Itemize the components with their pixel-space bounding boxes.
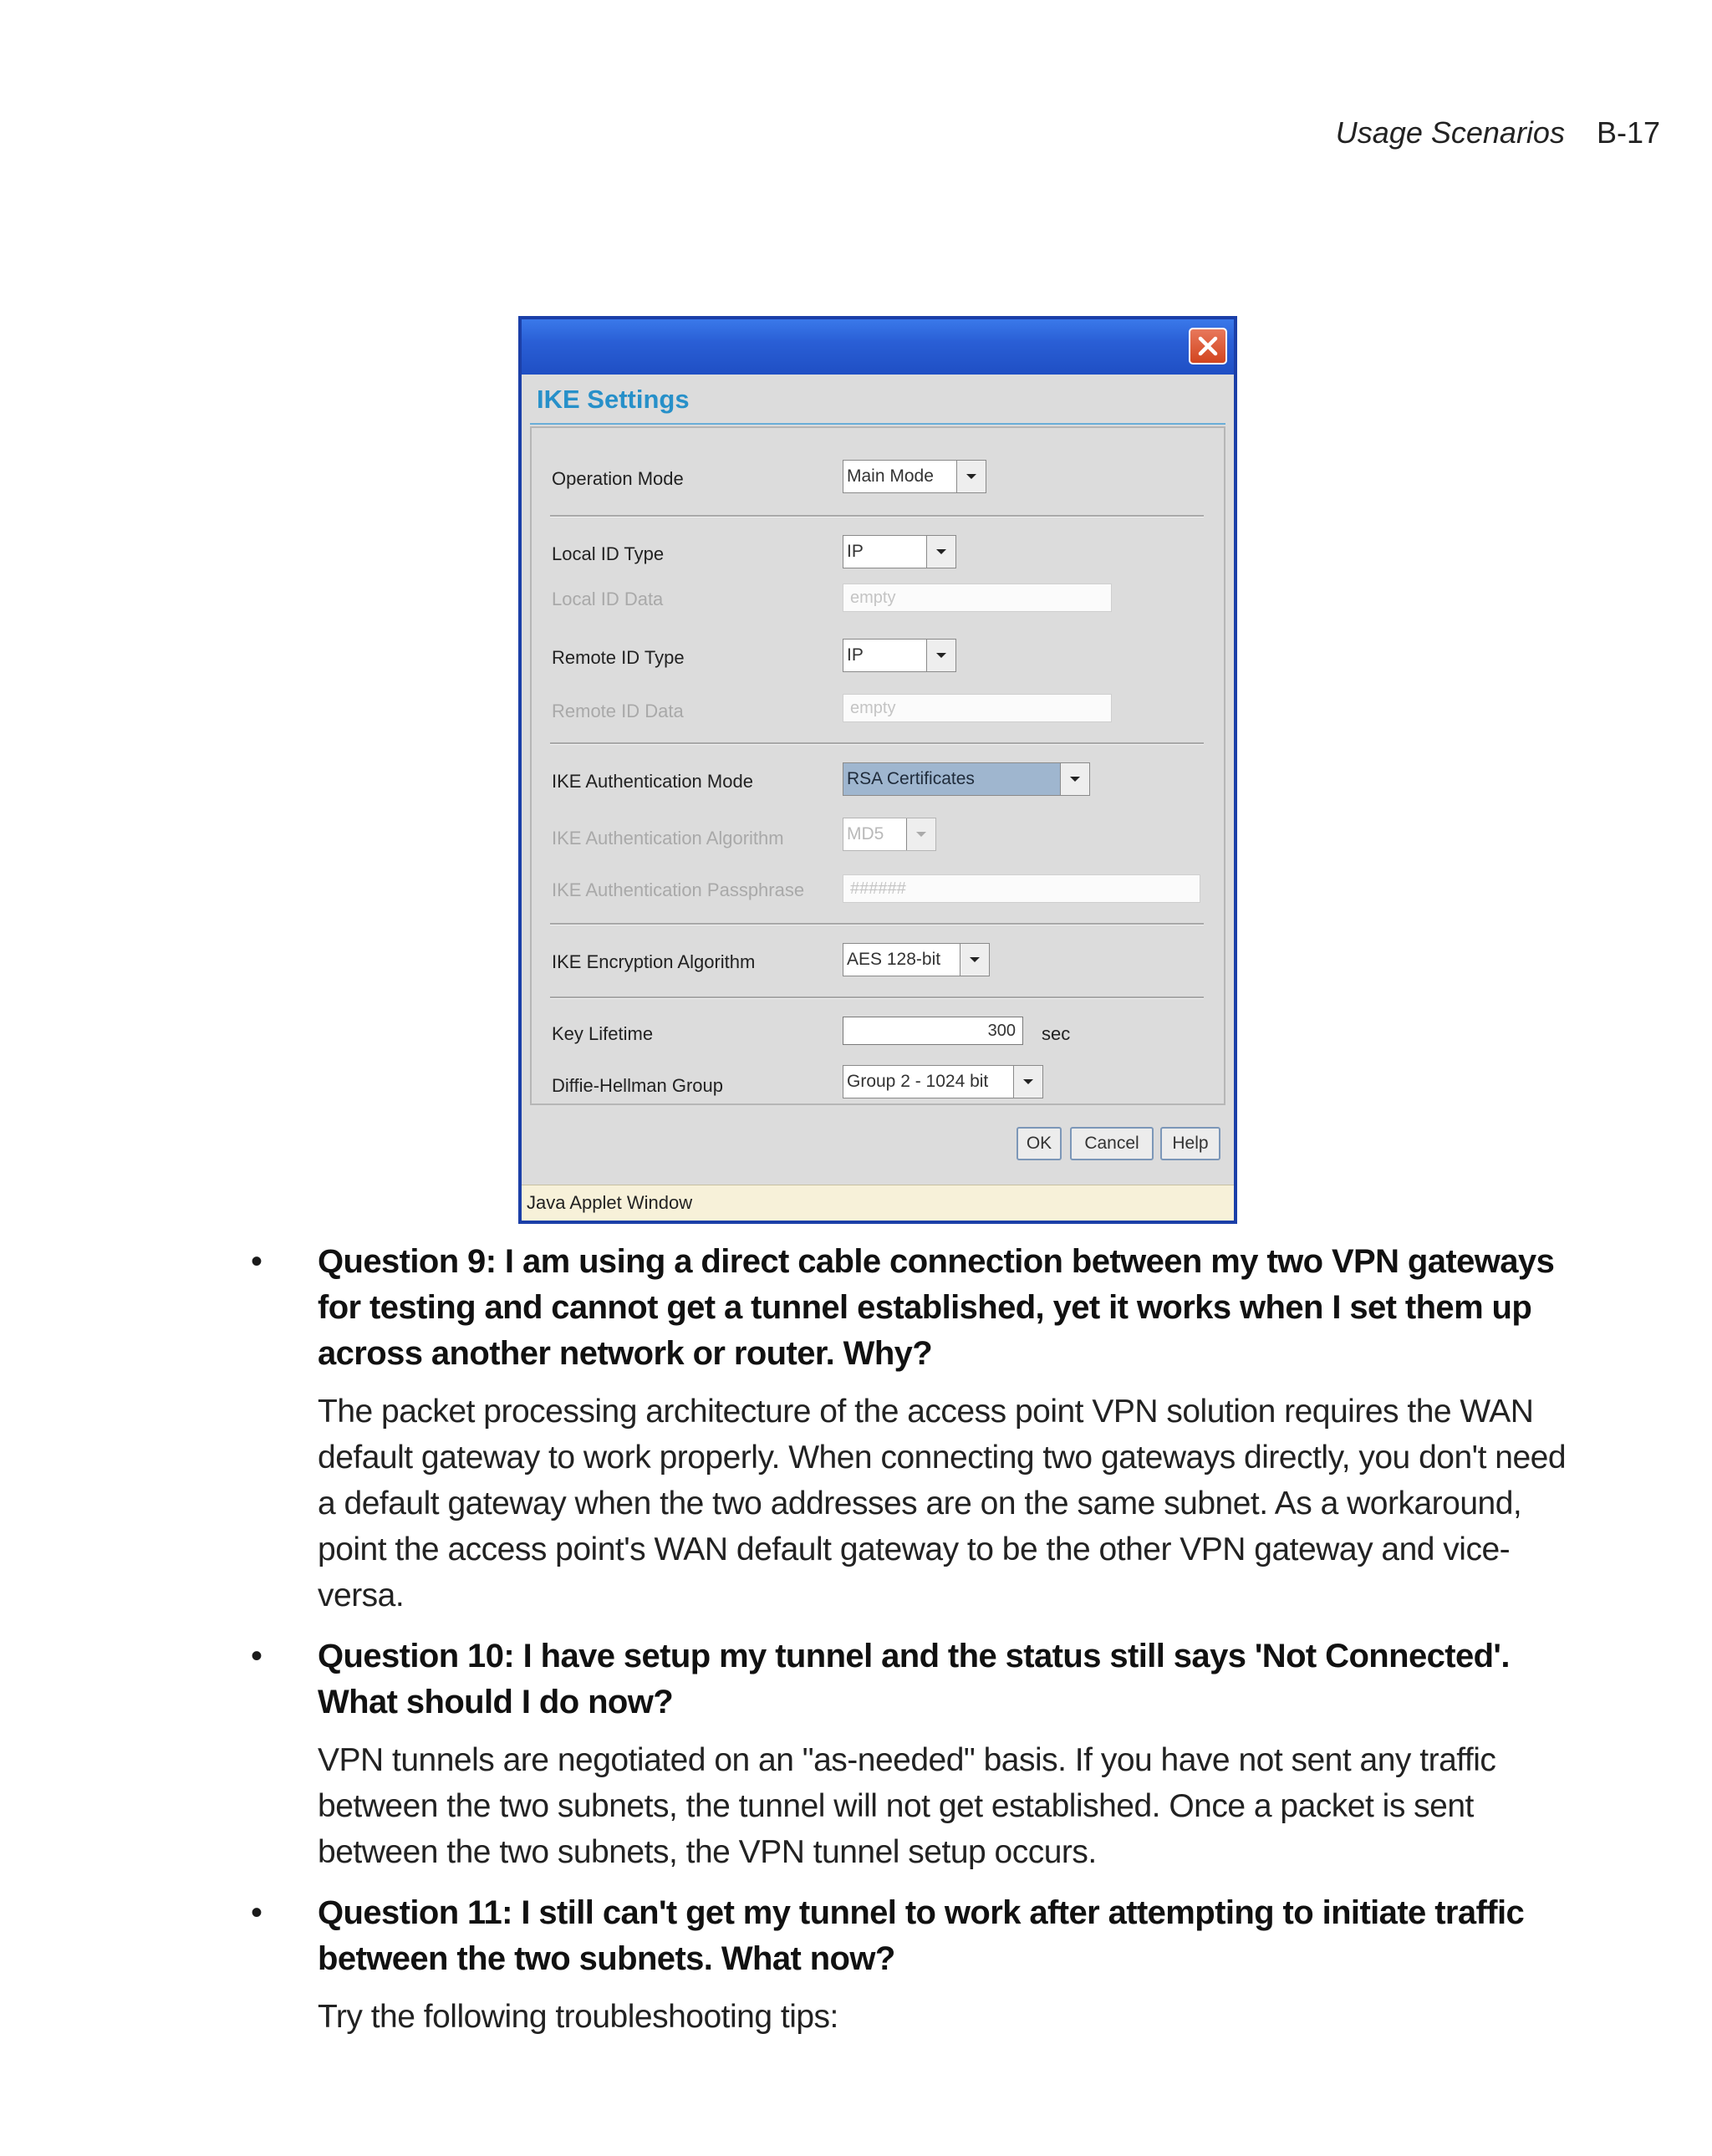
operation-mode-value: Main Mode — [847, 466, 934, 486]
local-id-type-label: Local ID Type — [552, 543, 665, 564]
bullet: • — [251, 1638, 263, 1674]
remote-id-data-field[interactable]: empty — [843, 694, 1112, 722]
dh-group-value: Group 2 - 1024 bit — [847, 1072, 989, 1091]
dh-group-select[interactable] — [843, 1065, 1043, 1098]
chevron-down-icon — [1013, 1066, 1042, 1098]
page-header — [1336, 115, 1660, 150]
cancel-button[interactable]: Cancel — [1070, 1127, 1154, 1160]
ike-auth-passphrase-label: IKE Authentication Passphrase — [552, 879, 805, 900]
operation-mode-select[interactable] — [843, 460, 986, 493]
ike-auth-passphrase-field[interactable]: ###### — [843, 874, 1200, 903]
chevron-down-icon — [926, 536, 955, 568]
remote-id-type-value: IP — [847, 645, 864, 665]
remote-id-type-label: Remote ID Type — [552, 647, 685, 668]
ike-encryption-select[interactable] — [843, 943, 990, 976]
ike-encryption-label: IKE Encryption Algorithm — [552, 951, 756, 972]
key-lifetime-unit: sec — [1042, 1023, 1071, 1044]
divider — [550, 742, 1204, 745]
question-text: Question 11: I still can't get my tunnel to work after attempting to initiate traffic between the two subnets. What now? — [318, 1894, 1525, 1977]
operation-mode-label: Operation Mode — [552, 468, 684, 489]
title-divider — [530, 423, 1225, 425]
dialog-title: IKE Settings — [537, 385, 690, 414]
ike-encryption-value: AES 128-bit — [847, 950, 941, 969]
key-lifetime-input[interactable]: 300 — [843, 1017, 1023, 1045]
ike-auth-algorithm-value: MD5 — [847, 824, 884, 844]
bullet: • — [251, 1243, 263, 1280]
key-lifetime-label: Key Lifetime — [552, 1023, 654, 1044]
ike-auth-algorithm-label: IKE Authentication Algorithm — [552, 828, 784, 849]
question-text: Question 9: I am using a direct cable connection between my two VPN gateways for testing and cannot get a tunnel established, yet it works when I set them up across another network or router. Why? — [318, 1243, 1555, 1372]
list-item — [251, 1634, 1588, 1875]
ok-button[interactable]: OK — [1016, 1127, 1062, 1160]
local-id-data-field[interactable]: empty — [843, 584, 1112, 612]
chevron-down-icon — [960, 944, 989, 976]
ike-auth-mode-select[interactable] — [843, 762, 1090, 796]
remote-id-type-select[interactable] — [843, 639, 956, 672]
chevron-down-icon — [1060, 763, 1089, 795]
section-title: Usage Scenarios — [1335, 115, 1565, 150]
faq-list — [251, 1239, 1588, 2055]
chevron-down-icon — [956, 461, 986, 492]
ike-auth-algorithm-select[interactable] — [843, 818, 936, 851]
settings-panel — [530, 426, 1225, 1105]
question-text: Question 10: I have setup my tunnel and the status still says 'Not Connected'. What should I do now? — [318, 1638, 1510, 1720]
divider — [550, 515, 1204, 517]
page-number: B-17 — [1596, 115, 1660, 150]
local-id-type-select[interactable] — [843, 535, 956, 568]
applet-footer-text: Java Applet Window — [527, 1192, 693, 1213]
remote-id-data-label: Remote ID Data — [552, 701, 684, 721]
ike-settings-window — [518, 316, 1237, 1224]
dh-group-label: Diffie-Hellman Group — [552, 1075, 724, 1096]
help-button[interactable]: Help — [1160, 1127, 1220, 1160]
list-item — [251, 1239, 1588, 1618]
bullet: • — [251, 1894, 263, 1931]
divider — [550, 923, 1204, 925]
answer-text: Try the following troubleshooting tips: — [318, 1999, 838, 2035]
window-titlebar — [522, 319, 1234, 375]
local-id-type-value: IP — [847, 542, 864, 561]
close-icon — [1196, 334, 1220, 358]
ike-auth-mode-value: RSA Certificates — [847, 769, 975, 788]
close-button[interactable] — [1189, 328, 1227, 364]
answer-text: VPN tunnels are negotiated on an "as-needed" basis. If you have not sent any traffic between the two subnets, the tunnel will not get established. Once a packet is sent between the two subnets, the VPN tunnel setup occurs. — [318, 1742, 1496, 1870]
chevron-down-icon — [906, 818, 935, 850]
divider — [550, 996, 1204, 999]
applet-footer — [522, 1185, 1234, 1221]
ike-auth-mode-label: IKE Authentication Mode — [552, 771, 753, 792]
list-item — [251, 1890, 1588, 2040]
answer-text: The packet processing architecture of the access point VPN solution requires the WAN default gateway to work properly. When connecting two gateways directly, you don't need a default gateway when the two addresses are on the same subnet. As a workaround, point the access point's WAN default gateway to be the other VPN gateway and vice-versa. — [318, 1394, 1567, 1613]
local-id-data-label: Local ID Data — [552, 589, 664, 609]
chevron-down-icon — [926, 640, 955, 671]
